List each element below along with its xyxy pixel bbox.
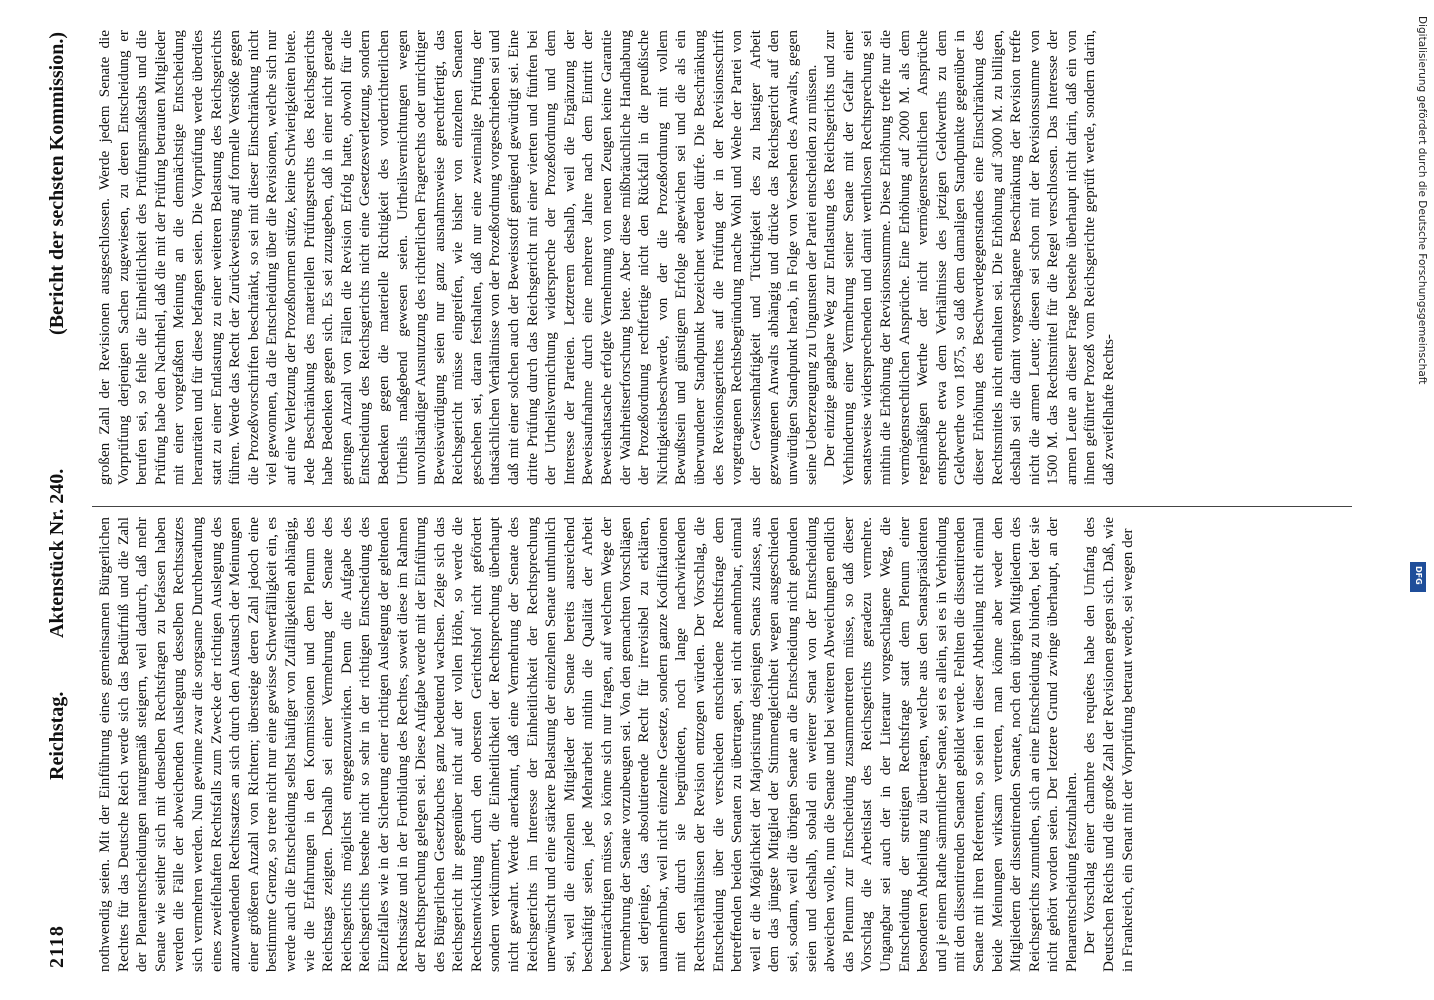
paragraph: Der einzige gangbare Weg zur Entlastung des Reichsgerichts und zur Verhinderung einer Vermehrung seiner Senate mit der Gefahr einer senatsweise widersprechenden und damit werthlosen Rechtsprechung sei mithin die Erhöhung der Revisionssumme. Diese Erhöhung treffe nur die vermögensrechtlichen Ansprüche. Eine Erhöhung auf 2000 M. als dem regelmäßigen Werthe der nicht vermögensrechtlichen Ansprüche entspreche etwa dem Verhältnisse des jetzigen Geldwerths zu dem Geldwerthe von 1875, so daß dem damaligen Standpunkte gegenüber in dieser Erhöhung des Beschwerdegegenstandes eine Einschränkung des Rechtsmittels nicht enthalten sei. Die Erhöhung auf 3000 M. zu billigen, deshalb sei die damit vorgeschlagene Beschränkung der Revision treffe nicht die armen Leute; diesen sei schon mit der Revisionssumme von 1500 M. das Rechtsmittel für die Regel verschlossen. Das Interesse der armen Leute an dieser Frage bestehe überhaupt nicht darin, daß ein von ihnen geführter Prozeß vom Reichsgerichte geprüft werde, sondern darin, daß zweifelhafte Rechts- (821, 30, 1118, 485)
right-column (96, 30, 1351, 485)
paragraph: großen Zahl der Revisionen ausgeschlossen. Werde jedem Senate die Vorprüfung derjenigen Sachen zugewiesen, zu deren Entscheidung er berufen sei, so fehle die Einheitlichkeit des Prüfungsmaßstabs und die Prüfung habe den Nachtheil, daß die mit der Prüfung betrauten Mitglieder mit einer vorgefaßten Meinung an die demnächstige Entscheidung heranträten und für diese befangen seien. Die Vorprüfung werde überdies statt zu einer Entlastung zu einer weiteren Belastung des Reichsgerichts führen. Werde das Recht der Zurückweisung auf formelle Verstöße gegen die Prozeßvorschriften beschränkt, so sei mit dieser Einschränkung nicht viel gewonnen, da die Entscheidung über die Revisionen, welche sich nur auf eine Verletzung der Prozeßnormen stütze, keine Schwierigkeiten biete. Jede Beschränkung des materiellen Prüfungsrechts des Reichsgerichts habe Bedenken gegen sich. Es sei zuzugeben, daß in einer nicht gerade geringen Anzahl von Fällen die Revision Erfolg hatte, obwohl für die Entscheidung des Reichsgerichts nicht eine Gesetzesverletzung, sondern Bedenken gegen die materielle Richtigkeit des vorderrichterlichen Urtheils maßgebend gewesen seien. Urtheilsvernichtungen wegen unvollständiger Ausnutzung des richterlichen Fragerechts oder unrichtiger Beweiswürdigung seien nur ganz ausnahmsweise gerechtfertigt, das Reichsgericht müsse eingreifen, wie bisher von einzelnen Senaten geschehen sei, daran festhalten, daß nur eine zweimalige Prüfung der thatsächlichen Verhältnisse von der Prozeßordnung vorgeschrieben sei und daß mit einer solchen auch der Beweisstoff genügend gewürdigt sei. Eine dritte Prüfung durch das Reichsgericht mit einer vierten und fünften bei der Urtheilsvernichtung widerspreche der Prozeßordnung und dem Interesse der Parteien. Letzterem deshalb, weil die Ergänzung der Beweisaufnahme durch eine mehrere Jahre nach dem Eintritt der Beweisthatsache erfolgte Vernehmung von neuen Zeugen keine Garantie der Wahrheitserforschung biete. Aber diese mißbräuchliche Handhabung der Prozeßordnung rechtfertige nicht den Rückfall in die preußische Nichtigkeitsbeschwerde, von der die Prozeßordnung mit vollem Bewußtsein und günstigem Erfolge abgewichen sei und die als ein überwundener Standpunkt bezeichnet werden dürfe. Die Beschränkung des Revisionsgerichtes auf die Prüfung der in der Revisionsschrift vorgetragenen Rechtsbegründung mache Wohl und Wehe der Partei von der Gewissenhaftigkeit und Tüchtigkeit des zu hastiger Arbeit gezwungenen Anwalts abhängig und drücke das Reichsgericht auf den unwürdigen Standpunkt herab, in Folge von Versehen des Anwalts, gegen seine Ueberzeugung zu Ungunsten der Partei entscheiden zu müssen. (96, 30, 820, 485)
report-title: (Bericht der sechsten Kommission.) (46, 32, 68, 335)
left-column (96, 517, 1351, 972)
column-divider (92, 506, 1352, 507)
chamber-title: Reichstag. (46, 691, 68, 780)
credit-text: Digitalisierung gefördert durch die Deutsche Forschungsgemeinschaft (1416, 16, 1428, 385)
page-number: 2118 (46, 925, 68, 968)
paragraph: Der Vorschlag einer chambre des requêtes habe den Umfang des Deutschen Reichs und die große Zahl der Revisionen gegen sich. Daß, wie in Frankreich, ein Senat mit der Vorprüfung betraut werde, sei wegen der (1081, 517, 1136, 972)
dfg-logo-icon (1410, 562, 1426, 592)
running-header (46, 32, 76, 968)
digitization-credit (1408, 8, 1428, 592)
dfg-logo-text: DFG (1414, 566, 1423, 585)
paragraph: nothwendig seien. Mit der Einführung eines gemeinsamen Bürgerlichen Rechtes für das Deutsche Reich werde sich das Bedürfniß und die Zahl der Plenarentscheidungen naturgemäß steigern, weil dadurch, daß mehr Senate wie seither sich mit denselben Rechtsfragen zu befassen haben werden die Fälle der abweichenden Auslegung desselben Rechtssatzes sich vermehren werden. Nun gewinne zwar die sorgsame Durchberathung eines zweifelhaften Rechtsfalls zum Zwecke der richtigen Auslegung des anzuwendenden Rechtssatzes an sich durch den Austausch der Meinungen einer größeren Anzahl von Richtern; übersteige deren Zahl jedoch eine bestimmte Grenze, so trete nicht nur eine gewisse Schwerfälligkeit ein, es werde auch die Entscheidung selbst häufiger von Zufälligkeiten abhängig, wie die Erfahrungen in den Kommissionen und dem Plenum des Reichstags zeigten. Deshalb sei einer Vermehrung der Senate des Reichsgerichts möglichst entgegenzuwirken. Denn die Aufgabe des Reichsgerichts bestehe nicht so sehr in der richtigen Entscheidung des Einzelfalles wie in der Sicherung einer richtigen Auslegung der geltenden Rechtssätze und in der Fortbildung des Rechtes, soweit diese im Rahmen der Rechtsprechung gelegen sei. Diese Aufgabe werde mit der Einführung des Bürgerlichen Gesetzbuches ganz bedeutend wachsen. Zeige sich das Reichsgericht ihr gegenüber nicht auf der vollen Höhe, so werde die Rechtsentwicklung durch den obersten Gerichtshof nicht gefördert sondern verkümmert, die Einheitlichkeit der Rechtsprechung überhaupt nicht gewahrt. Werde anerkannt, daß eine Vermehrung der Senate des Reichsgerichts im Interesse der Einheitlichkeit der Rechtsprechung unerwünscht und eine stärkere Belastung der einzelnen Senate unthunlich sei, weil die einzelnen Mitglieder der Senate bereits ausreichend beschäftigt seien, jede Mehrarbeit mithin die Qualität der Arbeit beeinträchtigen müsse, so könne sich nur fragen, auf welchem Wege der Vermehrung der Senate vorzubeugen sei. Von den gemachten Vorschlägen sei derjenige, das absolutierende Recht für irrevisibel zu erklären, unannehmbar, weil nicht einzelne Gesetze, sondern ganze Kodifikationen mit den durch sie begründeten, noch lange nachwirkenden Rechtsverhältnissen der Revision entzogen würden. Der Vorschlag, die Entscheidung über die verschieden entschiedene Rechtsfrage dem betreffenden beiden Senaten zu übertragen, sei nicht annehmbar, einmal weil er die Möglichkeit der Majorisirung desjenigen Senats zulasse, aus dem das jüngste Mitglied der Stimmengleichheit wegen ausgeschieden sei, sodann, weil die übrigen Senate an die Entscheidung nicht gebunden seien und deshalb, sobald ein weiterer Senat von der Entscheidung abweichen wolle, nun die Senate und bei weiteren Abweichungen endlich das Plenum zur Entscheidung zusammentreten müsse, so daß dieser Vorschlag die Arbeitslast des Reichsgerichts geradezu vermehre. Ungangbar sei auch der in der Literatur vorgeschlagene Weg, die Entscheidung der streitigen Rechtsfrage statt dem Plenum einer besonderen Abtheilung zu übertragen, welche aus den Senatspräsidenten und je einem Rathe sämmtlicher Senate, sei es allein, sei es in Verbindung mit den dissentirenden Senaten gebildet werde. Fehlten die dissentirenden Senate mit ihren Referenten, so seien in dieser Abtheilung nicht einmal beide Meinungen wirksam vertreten, man könne aber weder den Mitgliedern der dissentirenden Senate, noch den übrigen Mitgliedern des Reichsgerichts zumuthen, sich an eine Entscheidung zu binden, bei der sie nicht gehört worden seien. Der letztere Grund zwinge überhaupt, an der Plenarentscheidung festzuhalten. (96, 517, 1080, 972)
document-number: Aktenstück Nr. 240. (46, 468, 68, 638)
